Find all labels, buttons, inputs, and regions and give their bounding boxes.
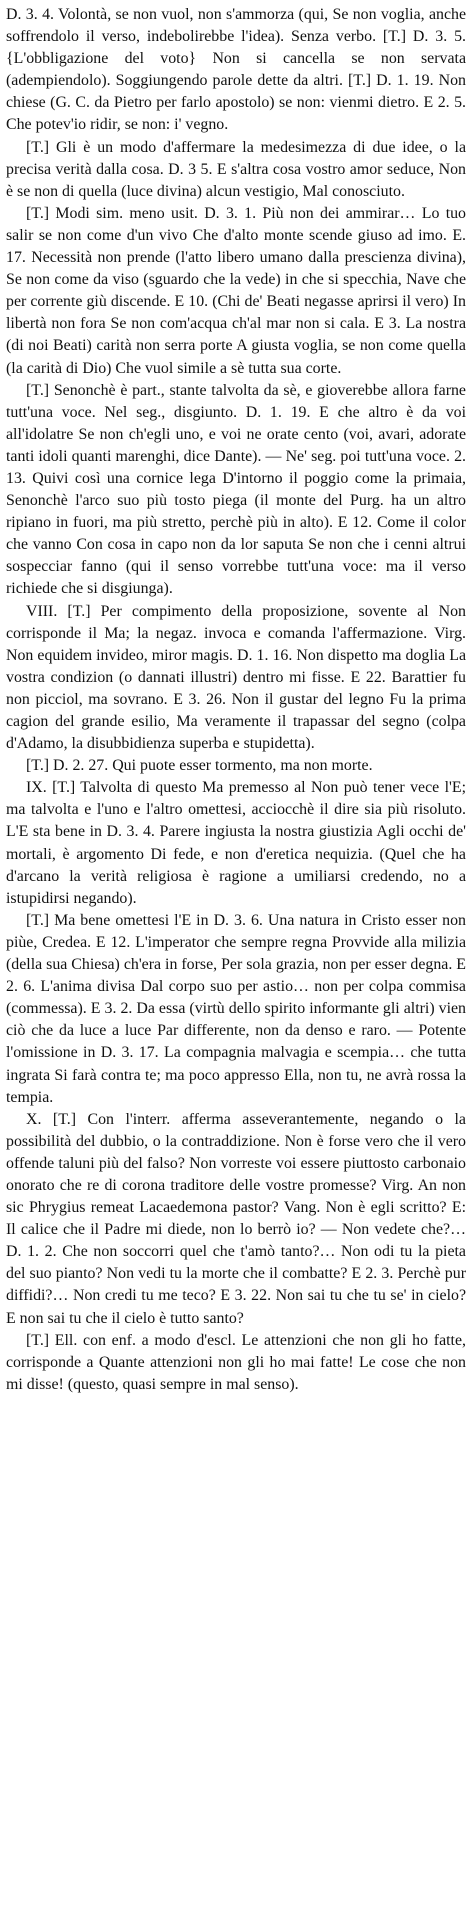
- paragraph: D. 3. 4. Volontà, se non vuol, non s'ammorza (qui, Se non voglia, anche soffrendolo il verso, indebolirebbe l'idea). Senza verbo. [T.] D. 3. 5. {L'obbligazione del voto} Non si cancella se non servata (adempiendolo). Soggiungendo parole dette da altri. [T.] D. 1. 19. Non chiese (G. C. da Pietro per farlo apostolo) se non: vienmi dietro. E 2. 5. Che potev'io ridir, se non: i' vegno.: [6, 6, 466, 134]
- paragraph: VIII. [T.] Per compimento della proposizione, sovente al Non corrisponde il Ma; la negaz. invoca e comanda l'affermazione. Virg. Non equidem invideo, miror magis. D. 1. 16. Non dispetto ma doglia La vostra condizion (o dannati illustri) dentro mi fisse. E 22. Barattier fu non picciol, ma sovrano. E 3. 26. Non il gustar del legno Fu la prima cagion del grande esilio, Ma veramente il trapassar del segno (colpa d'Adamo, la disubbidienza superba e stupidetta).: [6, 602, 466, 753]
- paragraph: [T.] Modi sim. meno usit. D. 3. 1. Più non dei ammirar… Lo tuo salir se non come d'un vivo Che d'alto monte scende giuso ad imo. E. 17. Necessità non prende (l'atto libero umano dalla prescienza divina), Se non come da viso (sguardo che la vede) in che si specchia, Nave che per corrente giù discende. E 10. (Chi de' Beati negasse aprirsi il vero) In libertà non fora Se non com'acqua ch'al mar non si cala. E 3. La nostra (di noi Beati) carità non serra porte A giusta voglia, se non come quella (la carità di Dio) Che vuol simile a sè tutta sua corte.: [6, 204, 466, 377]
- paragraph: [T.] Ma bene omettesi l'E in D. 3. 6. Una natura in Cristo esser non piùe, Credea. E 12. L'imperator che sempre regna Provvide alla milizia (della sua Chiesa) ch'era in forse, Per sola grazia, non per esser degna. E 2. 6. L'anima divisa Dal corpo suo per astio… non per colpa commisa (commessa). E 3. 2. Da essa (virtù dello spirito informante gli altri) vien ciò che da luce a luce Par differente, non da denso e raro. — Potente l'omissione in D. 3. 17. La compagnia malvagia e scempia… che tutta ingrata Si farà contra te; ma poco appresso Ella, non tu, ne avrà rossa la tempia.: [6, 911, 466, 1106]
- paragraph: [T.] D. 2. 27. Qui puote esser tormento, ma non morte.: [26, 757, 373, 775]
- paragraph: [T.] Ell. con enf. a modo d'escl. Le attenzioni che non gli ho fatte, corrisponde a Quante attenzioni non gli ho mai fatte! Le cose che non mi disse! (questo, quasi sempre in mal senso).: [6, 1331, 466, 1393]
- paragraph: IX. [T.] Talvolta di questo Ma premesso al Non può tener vece l'E; ma talvolta e l'uno e l'altro omettesi, acciocchè il dire sia più risoluto. L'E sta bene in D. 3. 4. Parere ingiusta la nostra giustizia Agli occhi de' mortali, è argomento Di fede, e non d'eretica nequizia. (Quel che ha d'arcano la verità religiosa è ragione a umiliarsi credendo, no a istupidirsi negando).: [6, 779, 466, 907]
- paragraph: X. [T.] Con l'interr. afferma asseverantemente, negando o la possibilità del dubbio, o la contraddizione. Non è forse vero che il vero offende taluni più del falso? Non vorreste voi essere piuttosto carbonaio onorato che re di corona traditore delle vostre promesse? Virg. An non sic Phrygius remeat Lacaedemona pastor? Vang. Non è egli scritto? E: Il calice che il Padre mi diede, non lo berrò io? — Non vedete che?… D. 1. 2. Che non soccorri quel che t'amò tanto?… Non odi tu la pieta del suo pianto? Non vedi tu la morte che il combatte? E 2. 3. Perchè pur diffidi?… Non credi tu me teco? E 3. 22. Non sai tu che tu se' in cielo? E non sai tu che il cielo è tutto santo?: [6, 1110, 466, 1327]
- paragraph: [T.] Gli è un modo d'affermare la medesimezza di due idee, o la precisa verità dalla cosa. D. 3 5. E s'altra cosa vostro amor seduce, Non è se non di quella (luce divina) alcun vestigio, Mal conosciuto.: [6, 138, 466, 200]
- paragraph: [T.] Senonchè è part., stante talvolta da sè, e gioverebbe allora farne tutt'una voce. Nel seg., disgiunto. D. 1. 19. E che altro è da voi all'idolatre Se non ch'egli uno, e voi ne orate cento (voi, avari, adorate tanti idoli quanti marenghi, dice Dante). — Ne' seg. poi tutt'una voce. 2. 13. Quivi così una cornice lega D'intorno il poggio come la primaia, Senonchè l'arco suo più tosto piega (il monte del Purg. ha un altro ripiano in fuori, ma più stretto, perchè più in alto). E 12. Come il color che vanno Con cosa in capo non da lor saputa Se non che i cenni altrui sospecciar fanno (qui il senso vorrebbe tutt'una voce: ma il verso richiede che si disgiunga).: [6, 381, 466, 598]
